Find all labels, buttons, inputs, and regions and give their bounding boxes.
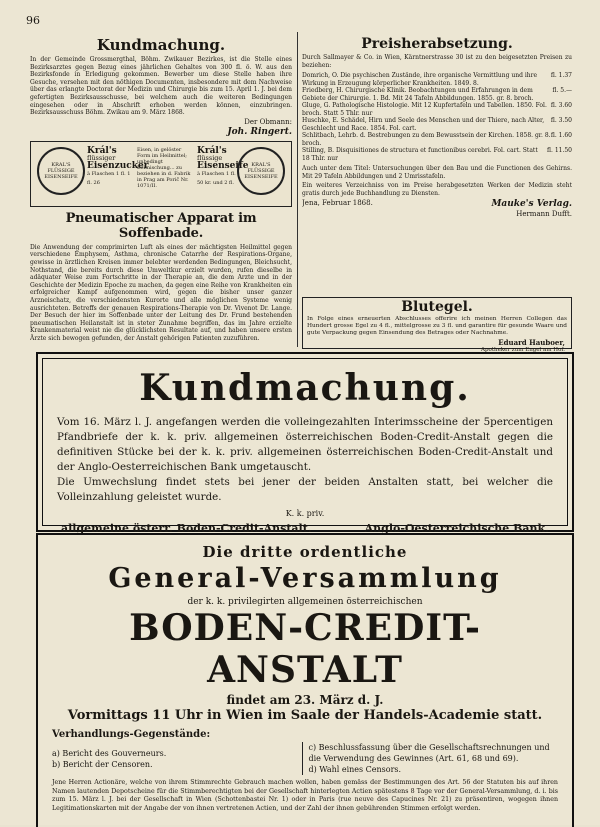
column-divider — [297, 32, 298, 347]
kundmachung-signature — [30, 118, 292, 126]
gv-date: findet am 23. März d. J. — [226, 693, 384, 707]
preis-more: Ein weiteres Verzeichniss von im Preise herabgesetzten Werken der Medizin steht gratis durch jede Buchhandlung zu Diensten. — [302, 182, 572, 197]
preis-also: Auch unter dem Titel: Untersuchungen über den Bau und die Functionen des Gehirns. Mit 29 Tafeln Abbildungen und 2 Umrisstafeln. — [302, 165, 572, 180]
gv-agenda — [52, 742, 558, 775]
list-item: Stilling, B. Disquisitiones de structura et functionibus cerebri. Fol. cart. Statt 18 Thlr. nur fl. 11.50 — [302, 147, 572, 162]
sig-role: Der Obmann: — [244, 117, 292, 126]
general-versammlung-box — [36, 533, 574, 827]
agenda-item: b) Bericht der Censoren. — [52, 760, 153, 769]
kundmachung-big-body: Vom 16. März l. J. angefangen werden die volleingezahlten Interimsscheine der 5percentigen Pfandbriefe der k. k. priv. allgemeinen österreichischen Boden-Credit-Anstalt gegen die definitiven Stücke bei der k. k. priv. allgemeinen österreichischen Boden-Credit-Anstalt und der Anglo-Oesterreichischen Bank umgetauscht. — [57, 416, 553, 473]
preis-publisher-2: Hermann Dufft. — [516, 209, 572, 218]
preis-intro: Durch Sallmayer & Co. in Wien, Kärntnerstrasse 30 ist zu den beigesetzten Preisen zu beziehen: — [302, 54, 572, 69]
pneumatic-heading: Pneumatischer Apparat im Soffenbade. — [65, 210, 257, 241]
ad-left-product: Eisenzucker — [87, 160, 149, 171]
right-column — [302, 32, 572, 294]
kundmachung-prov: K. k. priv. — [285, 509, 325, 518]
gv-footnote: Jene Herren Actionäre, welche von ihrem Stimmrechte Gebrauch machen wollen, haben gemäss der Bestimmungen des Art. 56 der Statuten bis auf ihren Namen lautenden Depotscheine für die Stimmberechtigten bei der Gesellschaft hinterlegten Actien spätestens 8 Tage vor der General-Versammlung, d. i. bis zum 15. März l. J. bei der Gesellschaft in Wien (Schottenbastei Nr. 1) oder in Paris (rue neuve des Capucines Nr. 21) zu präsentiren, wogegen ihnen Legitimationskarten mit der Angabe der von ihnen vertretenen Actien, und der Zahl der ihnen gebührenden Stimmen erfolgt werden. — [52, 779, 558, 812]
gv-place: Vormittags 11 Uhr in Wien im Saale der Handels-Academie statt. — [67, 708, 543, 723]
agenda-item: a) Bericht des Gouverneurs. — [52, 749, 167, 758]
gv-institution: BODEN-CREDIT-ANSTALT — [129, 607, 481, 691]
preis-date: Jena, Februar 1868. — [302, 198, 373, 207]
kundmachung-big-body-2: Die Umwechslung findet stets bei jener der beiden Anstalten statt, bei welcher die Volleinzahlung geleistet wurde. — [57, 476, 553, 503]
kundmachung-heading: Kundmachung. — [96, 36, 226, 54]
blutegel-signature: Eduard Hauboer, — [498, 338, 565, 347]
kundmachung-box — [36, 352, 574, 535]
kundmachung-body: In der Gemeinde Grossmergthal, Böhm. Zwikauer Bezirkes, ist die Stelle eines Bezirksarztes gegen Bezug eines jährlichen Gehaltes von 300 fl. ö. W. aus den Bezirksfonde in Erledigung gekommen. Bewerber um diese Stelle haben ihre Gesuche, versehen mit den nöthigen Documenten, insbesondere mit dem Nachweise über das erlangte Doctorat der Medizin und Chirurgie bis zum 15. April 1. J. bei dem gefertigten Bezirksausschusse, bei welchem auch die weiteren Bedingungen eingesehen oder in Abschrift erhoben werden können, einzubringen. Bezirksausschuss Böhm. Zwikau am 9. März 1868. — [30, 56, 292, 117]
kundmachung-big-title: Kundmachung. — [139, 367, 471, 409]
agenda-item: c) Beschlussfassung über die Gesellschaftsrechnungen und die Verwendung des Gewinnes (Art. 61, 68 und 69). — [308, 743, 550, 763]
blutegel-signature-2: Apotheker zum Engel am Hof. — [481, 347, 565, 353]
list-item: Friedberg, H. Chirurgische Klinik. Beobachtungen und Erfahrungen in dem Gebiete der Chirurgie. 1. Bd. Mit 24 Tafeln Abbildungen. 1855. gr. 8. broch. fl. 5.— — [302, 87, 572, 102]
kral-advertisement: KRAL'S FLÜSSIGE EISENSEIFE Král's flüssiger Eisenzucker à Flaschen 1 fl. 1 fl. 26 Eisen, in gelöster Form im Heilmittel; unbedingt Beimischung... zu beziehen in d. Fabrik in Prag am Porič Nr. 1071/II. Král's flüssige Eisenseife à Flaschen 1 fl. 50 kr. und 2 fl. KRAL'S FLÜSSIGE EISENSEIFE — [30, 141, 292, 207]
gv-title: General-Versammlung — [108, 563, 502, 594]
gv-agenda-heading: Verhandlungs-Gegenstände: — [52, 729, 211, 740]
ad-middle-text: Eisen, in gelöster Form im Heilmittel; unbedingt Beimischung... zu beziehen in d. Fabrik in Prag am Porič Nr. 1071/II. — [137, 146, 191, 189]
blutegel-heading: Blutegel. — [401, 299, 473, 315]
agenda-item: d) Wahl eines Censors. — [308, 765, 402, 774]
signature-anglo-bank: Anglo-Oesterreichische Bank. — [364, 522, 549, 535]
left-column — [30, 32, 292, 347]
book-list — [302, 72, 572, 162]
list-item: Gluge, G. Pathologische Histologie. Mit 12 Kupfertafeln und Tabellen. 1850. Fol. broch. Statt 5 Thlr. nur fl. 3.60 — [302, 102, 572, 117]
ad-right-brand: Král's — [197, 145, 227, 156]
gv-line-1: Die dritte ordentliche — [202, 543, 408, 561]
preis-heading: Preisherabsetzung. — [361, 36, 513, 52]
blutegel-body: In Folge eines erneuerten Abschlusses offerire ich meinen Herren Collegen das Hundert grosse Egel zu 4 fl., mittelgrosse zu 3 fl. und garantire für gesunde Waare und gute Verpackung gegen Einsendung des Betrages oder Nachnahme. — [307, 316, 567, 336]
signature-boden-credit: allgemeine österr. Boden-Credit-Anstalt. — [61, 522, 312, 535]
list-item: Domrich, O. Die psychischen Zustände, ihre organische Vermittlung und ihre Wirkung in Erzeugung körperlicher Krankheiten. 1849. 8. fl. 1.37 — [302, 72, 572, 87]
ad-right-product: Eisenseife — [197, 160, 249, 171]
ad-left-brand: Král's — [87, 145, 117, 156]
pneumatic-body: Die Anwendung der comprimirten Luft als eines der mächtigsten Heilmittel gegen verschiedene Emphysem, Asthma, chronische Catarrhe der Respirations-Organe, gewisse in ärztlichen Kreisen immer belebter werdenden Bedingungen, Bleichsucht, Nothstand, die bereits durch diese Umweltkur erzielt wurden, rufen dieselbe in adäquater Weise zum Fortschritte in der Therapie an, die dem Arzte und in der Geschichte der Medizin Epoche zu machen, da gegen eine Reihe von Krankheiten ein erfolgreicher Kampf aufgenommen wird, gegen die bisher unser ganzer Arzneischatz, die verschiedensten Kurorte und alle möglichen Systeme wenig ausrichteten. Betreffs der genauen Respirations-Therapie von Dr. Vivenot Dr. Lange. Der Besuch der hier im Soffenbade unter der Leitung des Dr. Frund bestehenden pneumatischen Heilanstalt ist in steter Zunahme begriffen, das im Jahre erzielte Krankenmaterial weist nie die glücklichsten Resultate auf, und haben unsere ersten Ärzte sich bewogen gefunden, der Anstalt gehörigen Patienten zuzuführen. — [30, 243, 292, 342]
preis-publisher: Mauke's Verlag. — [491, 198, 572, 209]
page-number: 96 — [26, 14, 40, 27]
seal-left-icon: KRAL'S FLÜSSIGE EISENSEIFE — [37, 147, 85, 195]
gv-line-3: der k. k. privilegirten allgemeinen österreichischen — [187, 597, 423, 607]
seal-right-icon: KRAL'S FLÜSSIGE EISENSEIFE — [237, 147, 285, 195]
list-item: Huschke, E. Schädel, Hirn und Seele des Menschen und der Thiere, nach Alter, Geschlecht und Race. 1854. Fol. cart. fl. 3.50 — [302, 117, 572, 132]
blutegel-ad — [302, 297, 572, 353]
list-item: Schlitbach, Lehrb. d. Bestrebungen zu dem Bewusstsein der Kirchen. 1858. gr. 8. broch. fl. 1.60 — [302, 132, 572, 147]
sig-name: Joh. Ringert. — [227, 126, 292, 137]
